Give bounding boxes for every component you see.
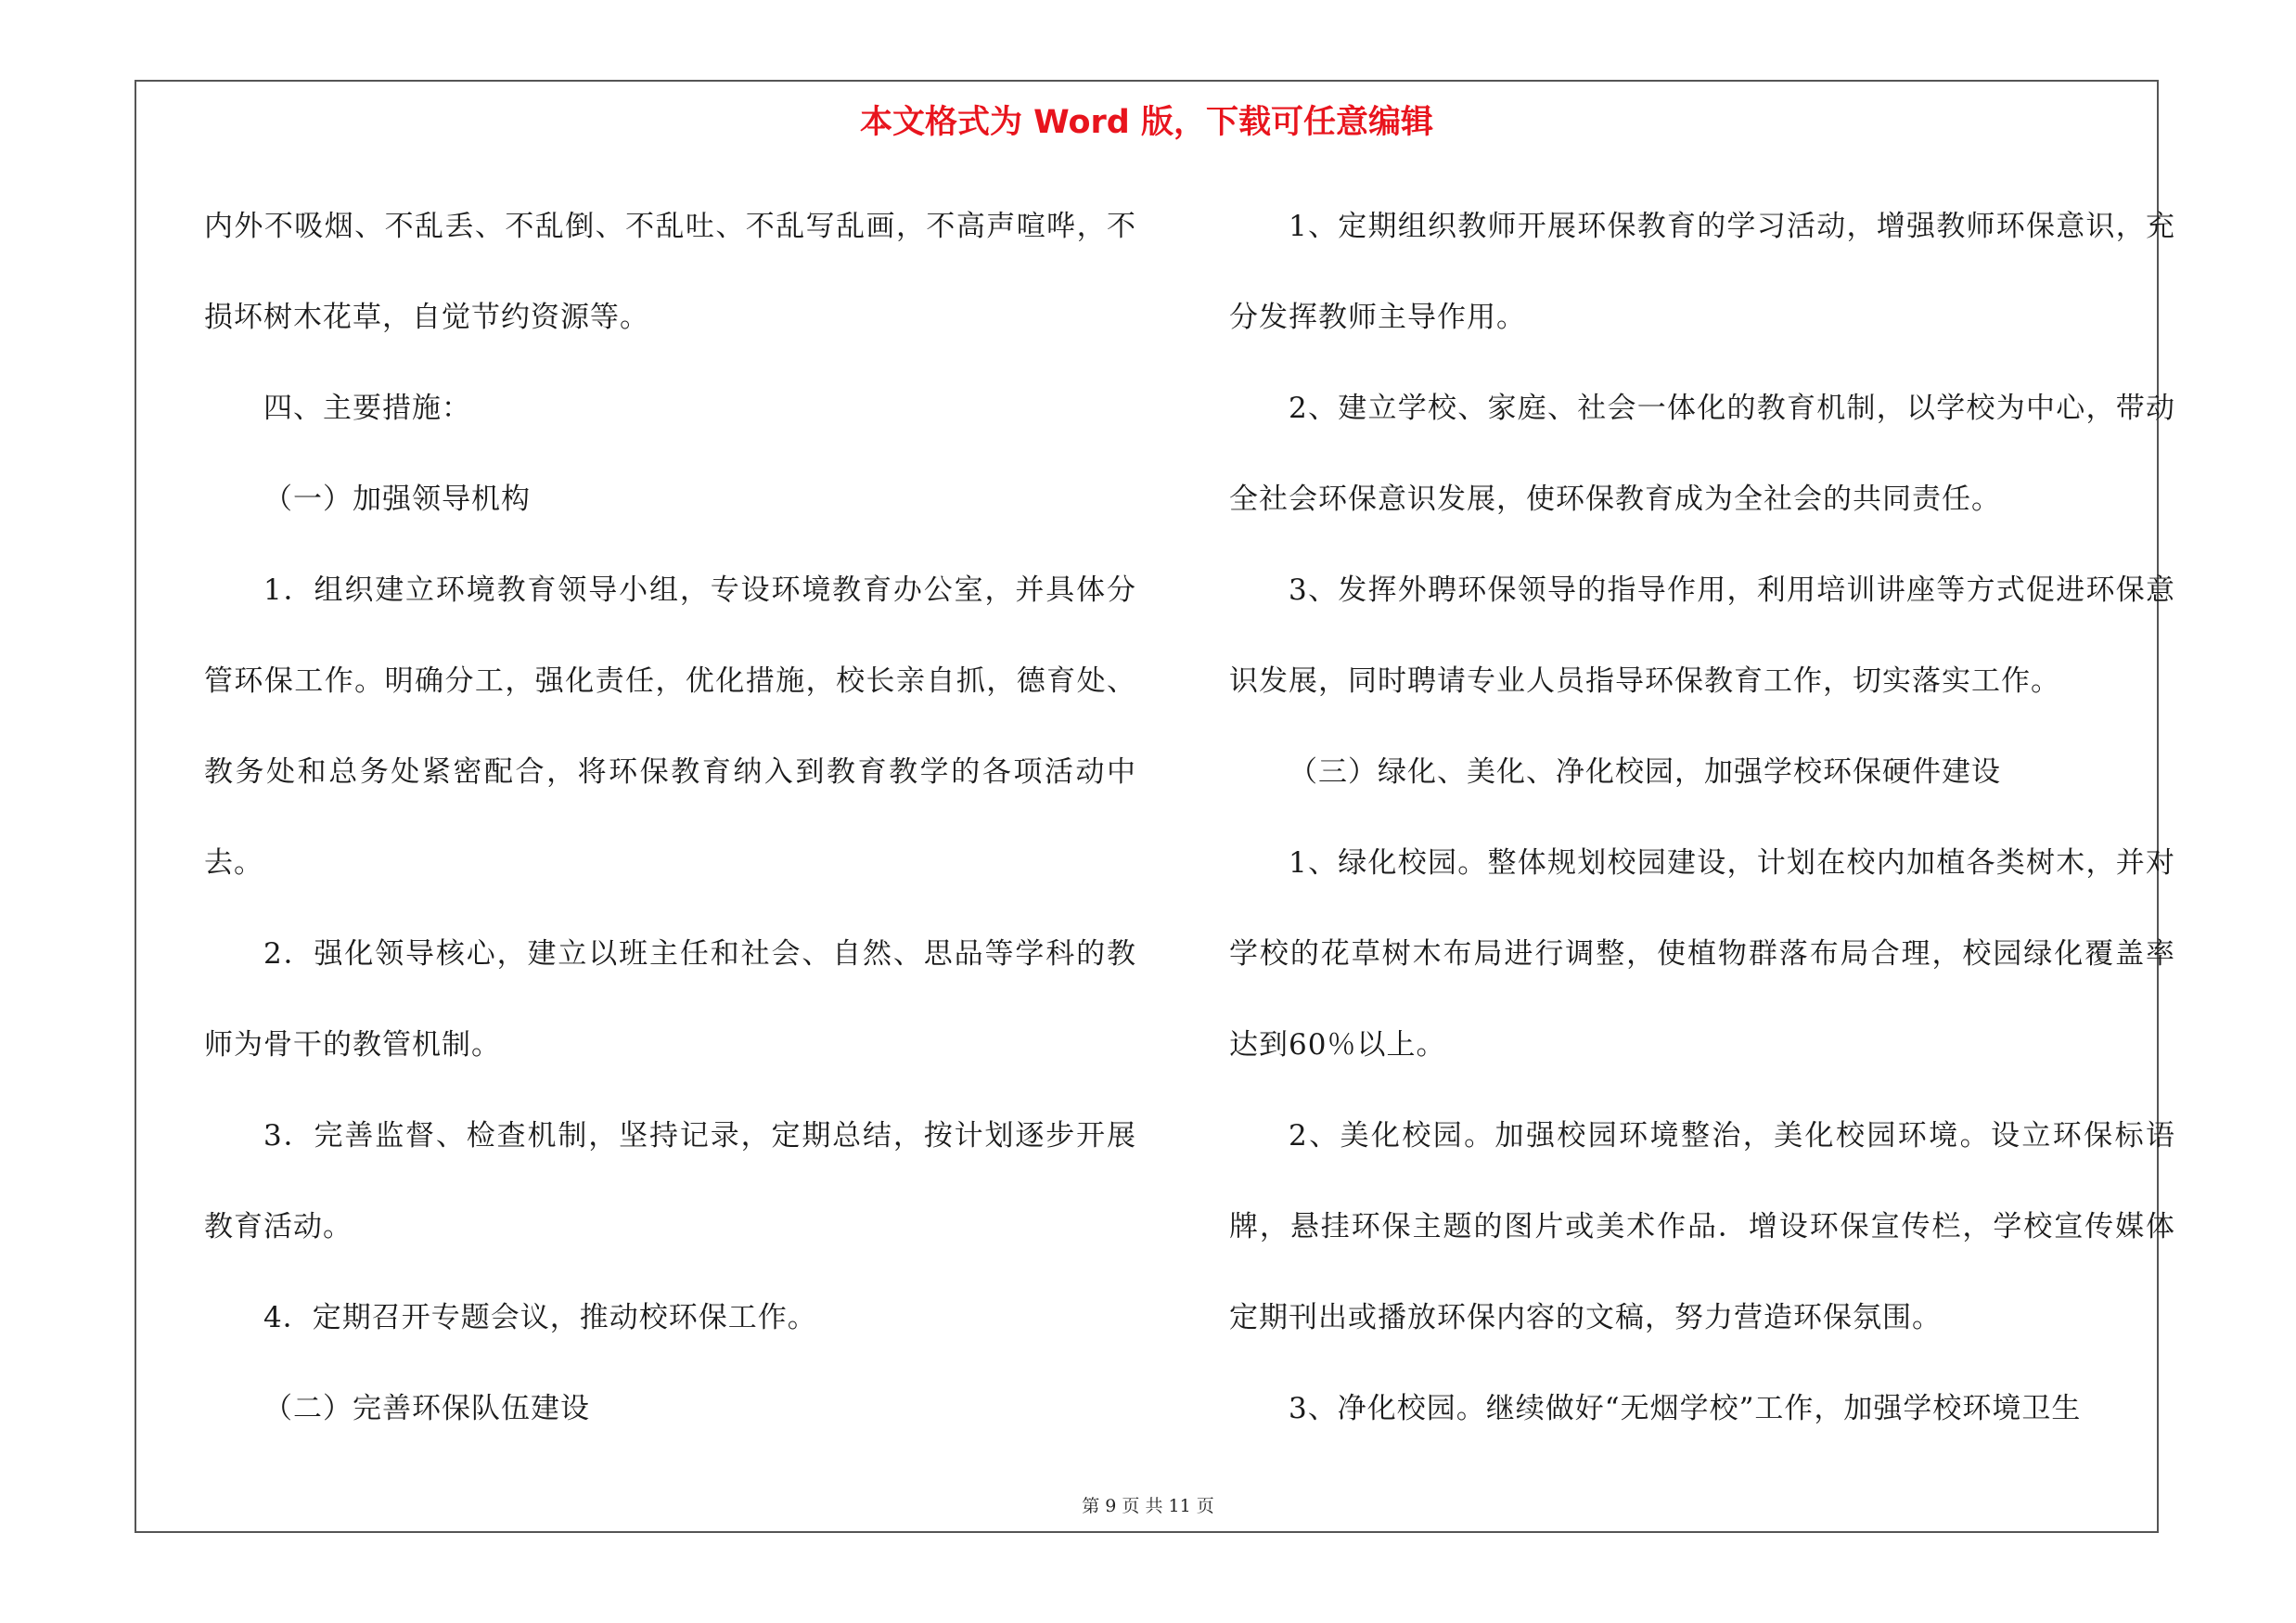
right-column (1229, 181, 2175, 1454)
subheading-team-building: （二）完善环保队伍建设 (263, 1392, 590, 1425)
page-number: 第 9 页 共 11 页 (1082, 1496, 1214, 1516)
paragraph-left-item-3: 3．完善监督、检查机制，坚持记录，定期总结，按计划逐步开展教育活动。 (204, 1119, 1136, 1243)
paragraph-beautifying: 2、美化校园。加强校园环境整治，美化校园环境。设立环保标语牌，悬挂环保主题的图片或美术作品．增设环保宣传栏，学校宣传媒体定期刊出或播放环保内容的文稿，努力营造环保氛围。 (1229, 1119, 2175, 1334)
subheading-leadership: （一）加强领导机构 (263, 483, 531, 516)
paragraph-right-item-3: 3、发挥外聘环保领导的指导作用，利用培训讲座等方式促进环保意识发展，同时聘请专业人员指导环保教育工作，切实落实工作。 (1229, 573, 2175, 698)
paragraph-right-item-1: 1、定期组织教师开展环保教育的学习活动，增强教师环保意识，充分发挥教师主导作用。 (1229, 210, 2175, 334)
paragraph-left-item-2: 2．强化领导核心，建立以班主任和社会、自然、思品等学科的教师为骨干的教管机制。 (204, 937, 1136, 1062)
paragraph-left-item-4: 4．定期召开专题会议，推动校环保工作。 (263, 1301, 817, 1334)
left-column (204, 181, 1136, 1454)
section-heading-main-measures: 四、主要措施： (263, 392, 471, 425)
paragraph-purifying: 3、净化校园。继续做好“无烟学校”工作，加强学校环境卫生 (1289, 1392, 2082, 1425)
word-format-banner: 本文格式为 Word 版，下载可任意编辑 (859, 104, 1434, 141)
paragraph-greening: 1、绿化校园。整体规划校园建设，计划在校内加植各类树木，并对学校的花草树木布局进行调整，使植物群落布局合理，校园绿化覆盖率达到60％以上。 (1229, 846, 2175, 1062)
subheading-campus-greening: （三）绿化、美化、净化校园，加强学校环保硬件建设 (1289, 755, 2001, 789)
paragraph-left-1: 内外不吸烟、不乱丢、不乱倒、不乱吐、不乱写乱画，不高声喧哗，不损坏树木花草，自觉节约资源等。 (204, 210, 1136, 334)
paragraph-left-item-1: 1．组织建立环境教育领导小组，专设环境教育办公室，并具体分管环保工作。明确分工，强化责任，优化措施，校长亲自抓，德育处、教务处和总务处紧密配合，将环保教育纳入到教育教学的各项活动中去。 (204, 573, 1136, 880)
paragraph-right-item-2: 2、建立学校、家庭、社会一体化的教育机制，以学校为中心，带动全社会环保意识发展，使环保教育成为全社会的共同责任。 (1229, 392, 2175, 516)
